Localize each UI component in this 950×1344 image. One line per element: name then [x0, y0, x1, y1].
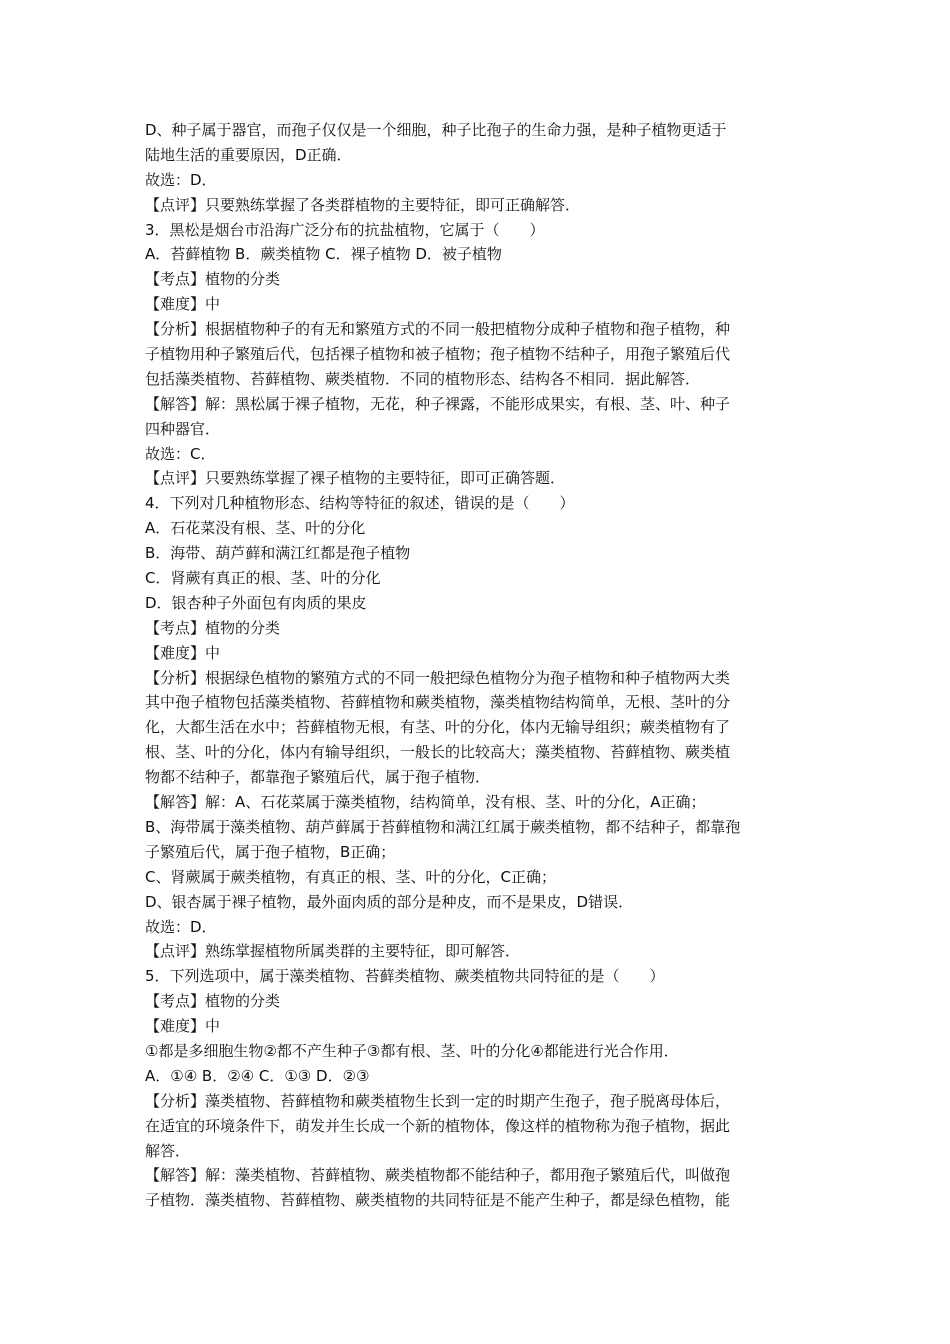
text-line: 【难度】中 [145, 295, 221, 314]
question-4-option-b: B．海带、葫芦藓和满江红都是孢子植物 [145, 544, 411, 563]
document-body [145, 118, 810, 1213]
text-line: 包括藻类植物、苔藓植物、蕨类植物．不同的植物形态、结构各不相同．据此解答． [145, 369, 701, 388]
text-line: 【点评】熟练掌握植物所属类群的主要特征，即可解答． [145, 942, 521, 961]
text-line: 解答． [145, 1141, 191, 1160]
text-line: 【考点】植物的分类 [145, 270, 281, 289]
text-line: 故选：D． [145, 917, 217, 936]
text-line: 子繁殖后代，属于孢子植物，B正确； [145, 842, 396, 861]
text-line: 【分析】根据绿色植物的繁殖方式的不同一般把绿色植物分为孢子植物和种子植物两大类 [145, 668, 731, 687]
text-line: 【难度】中 [145, 1017, 221, 1036]
question-5-stem: 5．下列选项中，属于藻类植物、苔藓类植物、蕨类植物共同特征的是（ ） [145, 967, 665, 986]
text-line: 【难度】中 [145, 643, 221, 662]
text-line: C、肾蕨属于蕨类植物，有真正的根、茎、叶的分化，C正确； [145, 867, 556, 886]
question-4-option-d: D．银杏种子外面包有肉质的果皮 [145, 593, 367, 612]
text-line: 物都不结种子，都靠孢子繁殖后代，属于孢子植物． [145, 768, 491, 787]
text-line: 【点评】只要熟练掌握了裸子植物的主要特征，即可正确答题． [145, 469, 566, 488]
question-4-stem: 4．下列对几种植物形态、结构等特征的叙述，错误的是（ ） [145, 494, 575, 513]
question-3-options: A．苔藓植物 B．蕨类植物 C．裸子植物 D．被子植物 [145, 245, 502, 264]
text-line: 四种器官． [145, 419, 221, 438]
text-line: D、银杏属于裸子植物，最外面肉质的部分是种皮，而不是果皮，D错误． [145, 892, 634, 911]
text-line: 【解答】解：藻类植物、苔藓植物、蕨类植物都不能结种子，都用孢子繁殖后代，叫做孢 [145, 1166, 731, 1185]
text-line: 【点评】只要熟练掌握了各类群植物的主要特征，即可正确解答． [145, 195, 581, 214]
text-line: 子植物．藻类植物、苔藓植物、蕨类植物的共同特征是不能产生种子，都是绿色植物，能 [145, 1191, 731, 1210]
question-3-stem: 3．黑松是烟台市沿海广泛分布的抗盐植物，它属于（ ） [145, 220, 545, 239]
text-line: 其中孢子植物包括藻类植物、苔藓植物和蕨类植物，藻类植物结构简单，无根、茎叶的分 [145, 693, 731, 712]
question-4-option-a: A．石花菜没有根、茎、叶的分化 [145, 519, 366, 538]
text-line: 【考点】植物的分类 [145, 618, 281, 637]
text-line: 故选：D． [145, 170, 217, 189]
text-line: 根、茎、叶的分化，体内有输导组织，一般长的比较高大；藻类植物、苔藓植物、蕨类植 [145, 743, 731, 762]
text-line: 故选：C． [145, 444, 216, 463]
text-line: 陆地生活的重要原因，D正确． [145, 145, 352, 164]
question-4-option-c: C．肾蕨有真正的根、茎、叶的分化 [145, 569, 381, 588]
question-5-statements: ①都是多细胞生物②都不产生种子③都有根、茎、叶的分化④都能进行光合作用． [145, 1041, 679, 1060]
text-line: 【分析】根据植物种子的有无和繁殖方式的不同一般把植物分成种子植物和孢子植物，种 [145, 320, 731, 339]
text-line: 【解答】解：A、石花菜属于藻类植物，结构简单，没有根、茎、叶的分化，A正确； [145, 793, 706, 812]
text-line: 子植物用种子繁殖后代，包括裸子植物和被子植物；孢子植物不结种子，用孢子繁殖后代 [145, 345, 731, 364]
text-line: 【考点】植物的分类 [145, 992, 281, 1011]
question-5-options: A．①④ B．②④ C．①③ D．②③ [145, 1066, 370, 1085]
text-line: 化，大都生活在水中；苔藓植物无根，有茎、叶的分化，体内无输导组织；蕨类植物有了 [145, 718, 731, 737]
text-line: 在适宜的环境条件下，萌发并生长成一个新的植物体，像这样的植物称为孢子植物，据此 [145, 1116, 731, 1135]
text-line: 【解答】解：黑松属于裸子植物，无花，种子裸露，不能形成果实，有根、茎、叶、种子 [145, 394, 731, 413]
text-line: D、种子属于器官，而孢子仅仅是一个细胞，种子比孢子的生命力强，是种子植物更适于 [145, 121, 727, 139]
text-line: 【分析】藻类植物、苔藓植物和蕨类植物生长到一定的时期产生孢子，孢子脱离母体后， [145, 1091, 731, 1110]
text-line: B、海带属于藻类植物、葫芦藓属于苔藓植物和满江红属于蕨类植物，都不结种子，都靠孢 [145, 817, 741, 836]
